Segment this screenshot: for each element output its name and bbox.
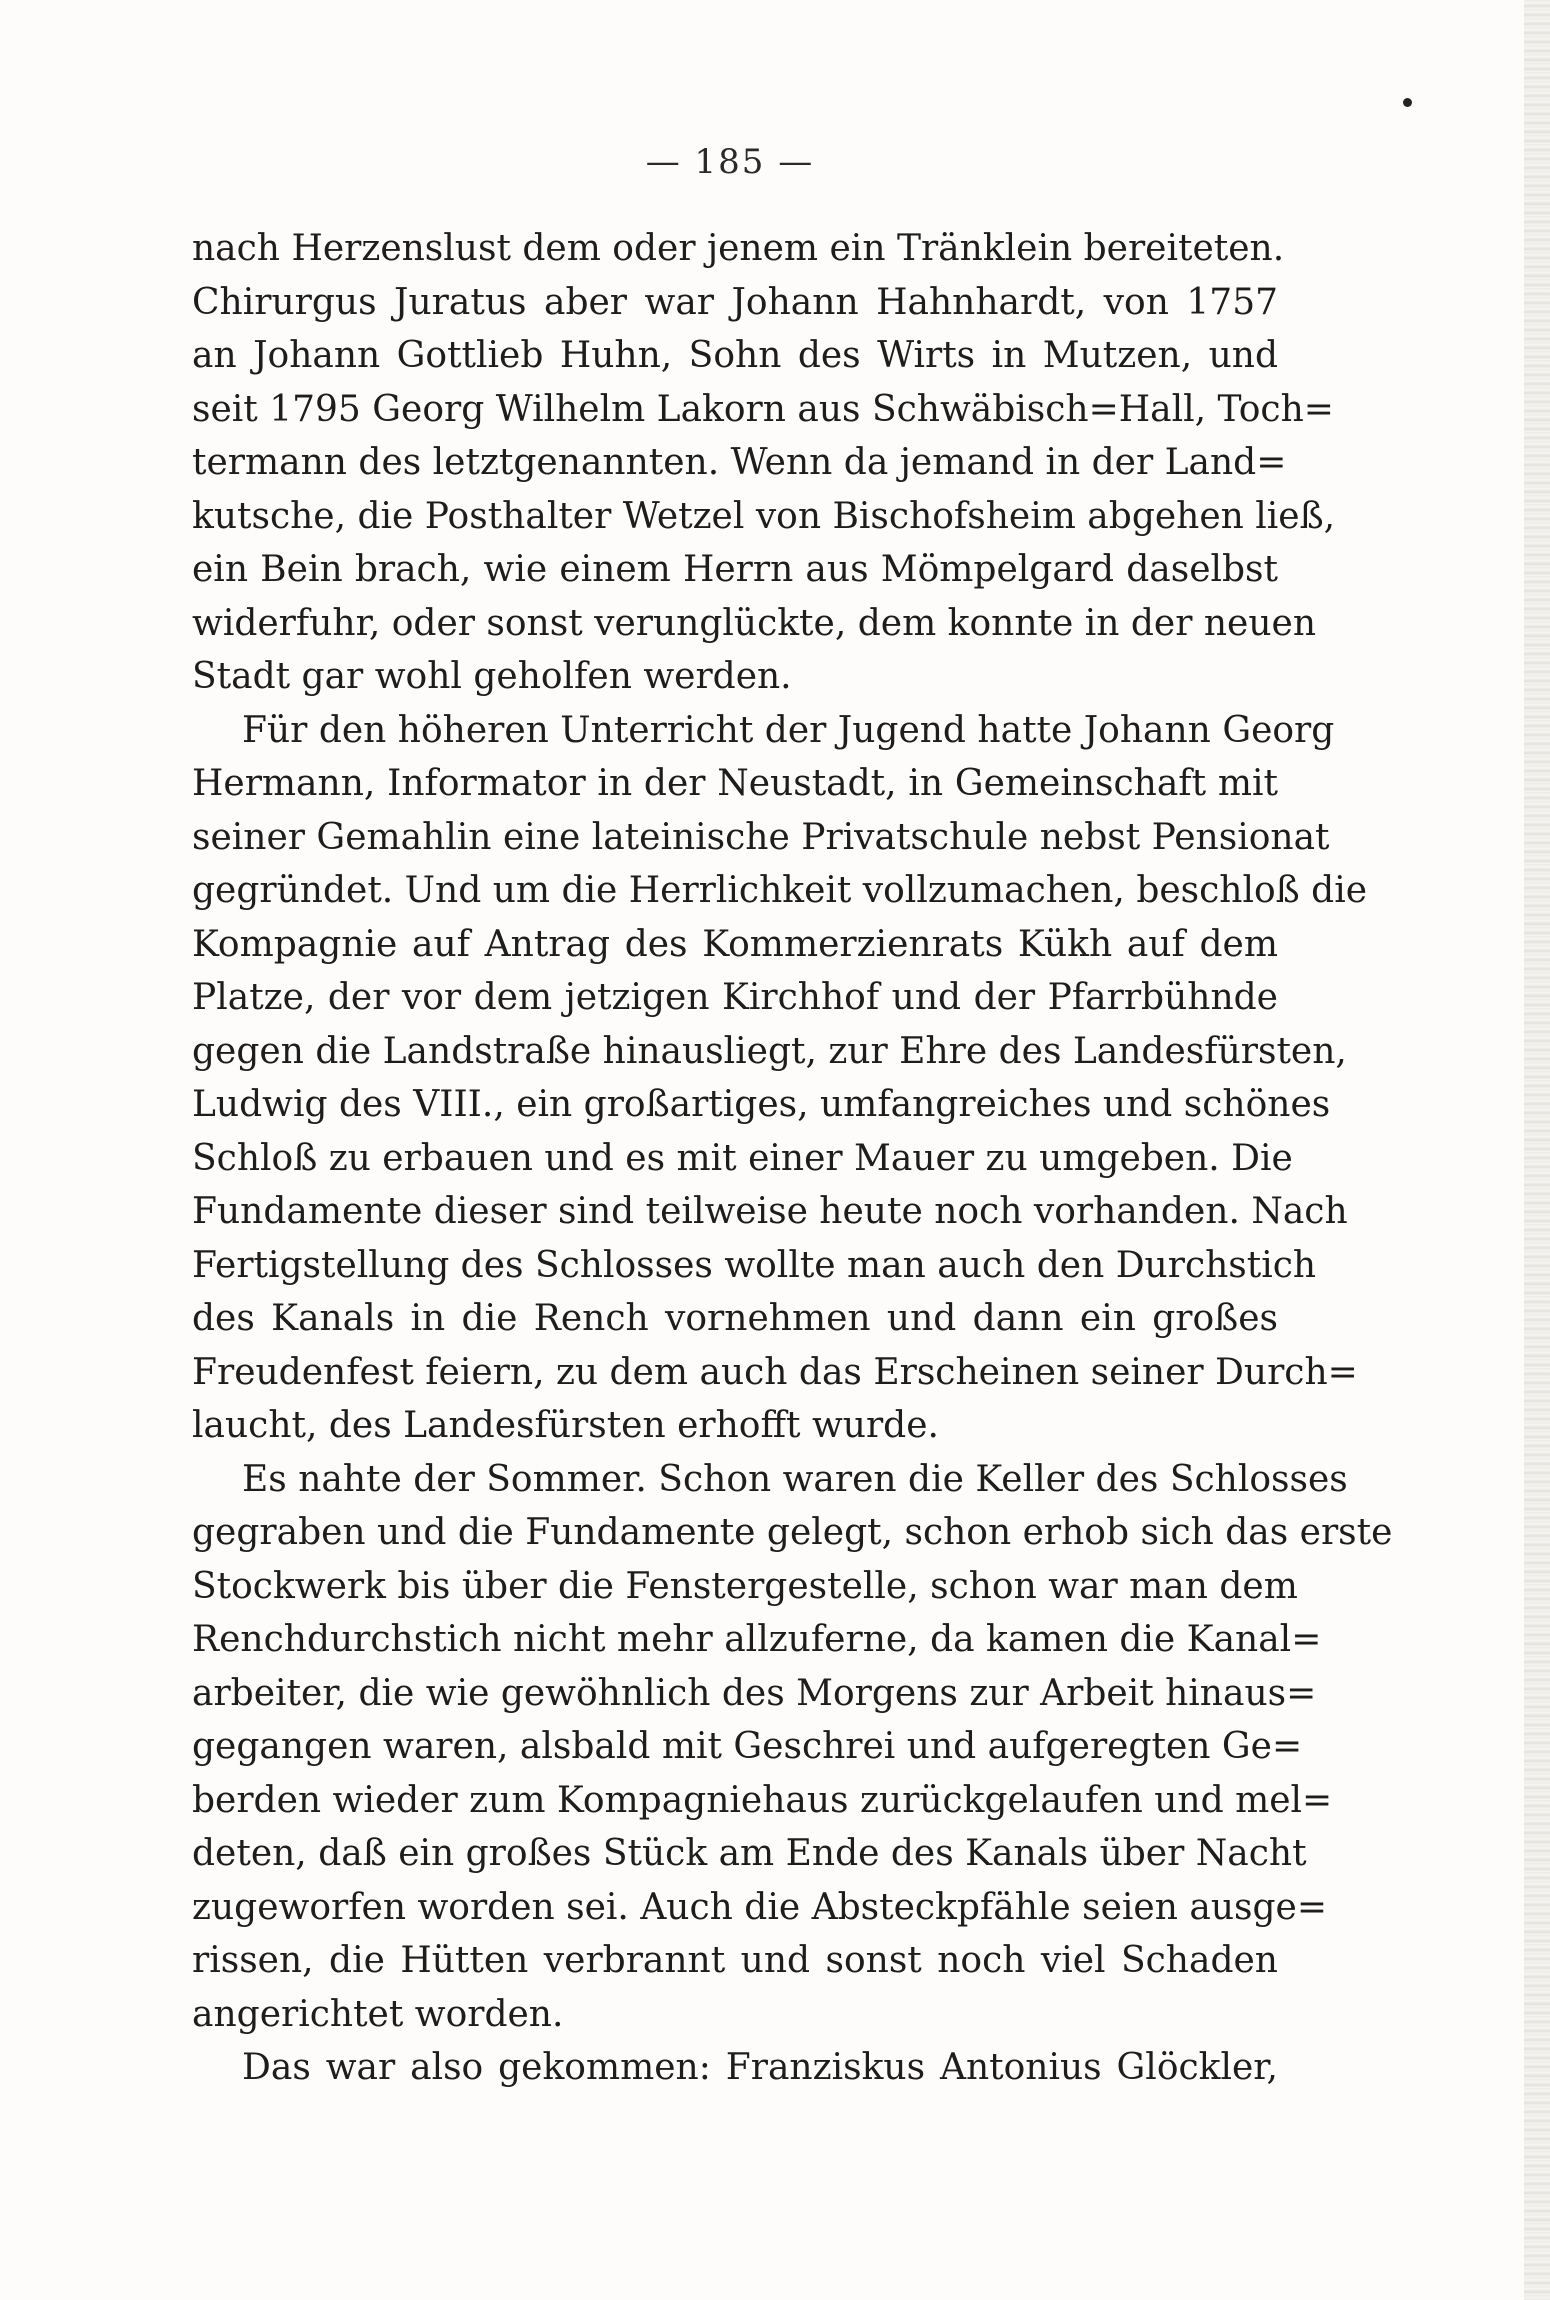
text-line: Für den höheren Unterricht der Jugend hatte Johann Georg — [242, 709, 1335, 751]
text-line: laucht, des Landesfürsten erhofft wurde. — [192, 1405, 939, 1446]
text-line: deten, daß ein großes Stück am Ende des Kanals über Nacht — [192, 1833, 1307, 1874]
text-line: Stockwerk bis über die Fenstergestelle, schon war man dem — [192, 1565, 1298, 1607]
text-line: gegen die Landstraße hinausliegt, zur Ehre des Landesfürsten, — [192, 1030, 1347, 1072]
ink-speck — [1403, 98, 1412, 107]
text-line: Renchdurchstich nicht mehr allzuferne, da kamen die Kanal= — [192, 1619, 1322, 1660]
text-line: Chirurgus Juratus aber war Johann Hahnhardt, von 1757 — [192, 281, 1278, 323]
text-line: gegründet. Und um die Herrlichkeit vollzumachen, beschloß die — [192, 870, 1368, 911]
text-line: widerfuhr, oder sonst verunglückte, dem konnte in der neuen — [192, 602, 1317, 644]
text-line: seiner Gemahlin eine lateinische Privatschule nebst Pensionat — [192, 816, 1330, 858]
text-line: rissen, die Hütten verbrannt und sonst noch viel Schaden — [192, 1940, 1278, 1981]
text-line: Hermann, Informator in der Neustadt, in Gemeinschaft mit — [192, 763, 1278, 804]
body-text — [192, 222, 1393, 2095]
text-line: Schloß zu erbauen und es mit einer Mauer zu umgeben. Die — [192, 1137, 1293, 1179]
text-line: nach Herzenslust dem oder jenem ein Tränklein bereiteten. — [192, 228, 1285, 269]
text-line: Fundamente dieser sind teilweise heute noch vorhanden. Nach — [192, 1191, 1348, 1232]
text-line: kutsche, die Posthalter Wetzel von Bischofsheim abgehen ließ, — [192, 495, 1336, 537]
text-line: Stadt gar wohl geholfen werden. — [192, 656, 792, 697]
text-line: zugeworfen worden sei. Auch die Absteckpfähle seien ausge= — [192, 1886, 1328, 1928]
text-line: Fertigstellung des Schlosses wollte man auch den Durchstich — [192, 1244, 1317, 1286]
text-line: Freudenfest feiern, zu dem auch das Erscheinen seiner Durch= — [192, 1351, 1358, 1393]
text-line: ein Bein brach, wie einem Herrn aus Mömpelgard daselbst — [192, 549, 1278, 590]
text-line: berden wieder zum Kompagniehaus zurückgelaufen und mel= — [192, 1779, 1333, 1821]
text-line: Kompagnie auf Antrag des Kommerzienrats Kükh auf dem — [192, 923, 1278, 965]
text-line: Das war also gekommen: Franziskus Antonius Glöckler, — [242, 2047, 1278, 2088]
text-line: termann des letztgenannten. Wenn da jemand in der Land= — [192, 442, 1287, 483]
text-line: angerichtet worden. — [192, 1993, 564, 2035]
page-number: — 185 — — [645, 142, 815, 182]
text-line: an Johann Gottlieb Huhn, Sohn des Wirts in Mutzen, und — [192, 335, 1278, 376]
text-line: arbeiter, die wie gewöhnlich des Morgens zur Arbeit hinaus= — [192, 1672, 1317, 1714]
text-line: Es nahte der Sommer. Schon waren die Keller des Schlosses — [242, 1458, 1348, 1500]
text-line: Platze, der vor dem jetzigen Kirchhof und der Pfarrbühnde — [192, 977, 1278, 1018]
text-line: des Kanals in die Rench vornehmen und dann ein großes — [192, 1298, 1278, 1339]
page-binding-edge — [1524, 0, 1550, 2300]
text-line: seit 1795 Georg Wilhelm Lakorn aus Schwäbisch=Hall, Toch= — [192, 388, 1334, 430]
text-line: gegangen waren, alsbald mit Geschrei und aufgeregten Ge= — [192, 1726, 1303, 1767]
text-line: gegraben und die Fundamente gelegt, schon erhob sich das erste — [192, 1512, 1393, 1553]
text-line: Ludwig des VIII., ein großartiges, umfangreiches und schönes — [192, 1084, 1331, 1125]
